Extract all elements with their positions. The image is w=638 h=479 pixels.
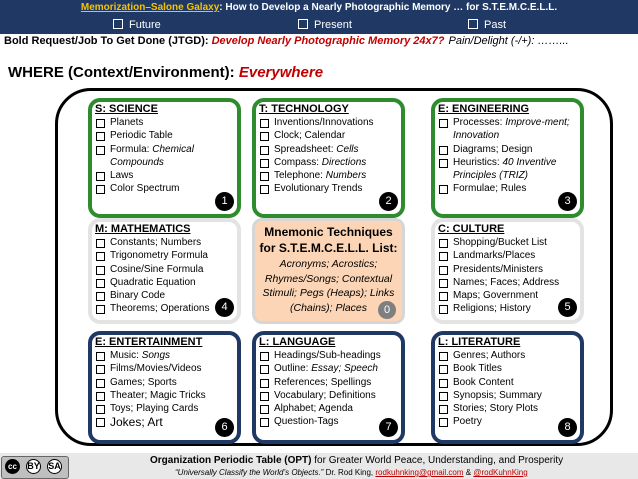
list-item: Telephone: Numbers bbox=[259, 169, 398, 182]
cell-number-badge: 8 bbox=[558, 418, 577, 437]
cell-language bbox=[252, 331, 405, 444]
list-item: Films/Movies/Videos bbox=[95, 362, 234, 375]
center-title: Mnemonic Techniques for S.T.E.M.C.E.L.L. List: bbox=[259, 225, 398, 255]
checkbox-icon bbox=[468, 19, 478, 29]
list-item: Headings/Sub-headings bbox=[259, 349, 398, 362]
list-item: Heuristics: 40 Inventive Principles (TRIZ) bbox=[438, 156, 577, 183]
list-item: Outline: Essay; Speech bbox=[259, 362, 398, 375]
list-item: Jokes; Art bbox=[95, 415, 234, 429]
where-line: WHERE (Context/Environment): Everywhere bbox=[8, 64, 324, 81]
cell-heading: L: LANGUAGE bbox=[259, 336, 336, 348]
center-body: Acronyms; Acrostics; Rhymes/Songs; Contextual Stimuli; Pegs (Heaps); Links (Chains); Places bbox=[262, 258, 395, 314]
cell-list bbox=[95, 236, 234, 316]
footer-org-line: Organization Periodic Table (OPT) for Greater World Peace, Understanding, and Prosperity bbox=[150, 455, 564, 466]
cell-number-badge: 5 bbox=[558, 298, 577, 317]
cell-list bbox=[259, 116, 398, 196]
list-item: Alphabet; Agenda bbox=[259, 402, 398, 415]
list-item: Theater; Magic Tricks bbox=[95, 389, 234, 402]
list-item: Games; Sports bbox=[95, 376, 234, 389]
cell-heading: L: LITERATURE bbox=[438, 336, 521, 348]
list-item: Shopping/Bucket List bbox=[438, 236, 577, 249]
option-future[interactable]: Future bbox=[113, 19, 161, 31]
list-item: Theorems; Operations bbox=[95, 302, 234, 315]
cell-list bbox=[259, 349, 398, 429]
list-item: Formula: Chemical Compounds bbox=[95, 143, 234, 170]
list-item: Color Spectrum bbox=[95, 182, 234, 195]
cell-number-badge: 0 bbox=[378, 301, 396, 319]
list-item: Names; Faces; Address bbox=[438, 276, 577, 289]
email-link[interactable]: rodkuhnking@gmail.com bbox=[375, 468, 464, 477]
option-past[interactable]: Past bbox=[468, 19, 506, 31]
list-item: Quadratic Equation bbox=[95, 276, 234, 289]
share-alike-icon: SA bbox=[47, 459, 62, 474]
cell-number-badge: 2 bbox=[379, 192, 398, 211]
cc-icon: cc bbox=[5, 459, 20, 474]
cell-heading: S: SCIENCE bbox=[95, 103, 158, 115]
cell-literature bbox=[431, 331, 584, 444]
cell-mathematics bbox=[88, 218, 241, 324]
cell-technology bbox=[252, 98, 405, 218]
mnemonic-techniques-center bbox=[252, 218, 405, 324]
title-rest: : How to Develop a Nearly Photographic Memory … for S.T.E.M.C.E.L.L. bbox=[219, 2, 558, 13]
page-title bbox=[0, 2, 638, 13]
cell-number-badge: 6 bbox=[215, 418, 234, 437]
list-item: References; Spellings bbox=[259, 376, 398, 389]
cell-list bbox=[95, 116, 234, 196]
list-item: Genres; Authors bbox=[438, 349, 577, 362]
cell-heading: M: MATHEMATICS bbox=[95, 223, 191, 235]
list-item: Book Titles bbox=[438, 362, 577, 375]
list-item: Clock; Calendar bbox=[259, 129, 398, 142]
cell-number-badge: 3 bbox=[558, 192, 577, 211]
list-item: Processes: Improve-ment; Innovation bbox=[438, 116, 577, 143]
list-item: Inventions/Innovations bbox=[259, 116, 398, 129]
title-link[interactable]: Memorization–Salone Galaxy bbox=[80, 2, 220, 13]
cell-heading: T: TECHNOLOGY bbox=[259, 103, 349, 115]
list-item: Presidents/Ministers bbox=[438, 263, 577, 276]
option-present[interactable]: Present bbox=[298, 19, 352, 31]
list-item: Diagrams; Design bbox=[438, 143, 577, 156]
cell-list bbox=[438, 116, 577, 196]
list-item: Cosine/Sine Formula bbox=[95, 263, 234, 276]
cell-number-badge: 4 bbox=[215, 298, 234, 317]
cell-science bbox=[88, 98, 241, 218]
list-item: Compass: Directions bbox=[259, 156, 398, 169]
list-item: Toys; Playing Cards bbox=[95, 402, 234, 415]
cell-list bbox=[438, 236, 577, 316]
list-item: Book Content bbox=[438, 376, 577, 389]
list-item: Vocabulary; Definitions bbox=[259, 389, 398, 402]
footer-bar bbox=[0, 453, 638, 479]
list-item: Periodic Table bbox=[95, 129, 234, 142]
cell-heading: E: ENGINEERING bbox=[438, 103, 530, 115]
twitter-handle-link[interactable]: @rodKuhnKing bbox=[473, 468, 528, 477]
checkbox-icon bbox=[113, 19, 123, 29]
list-item: Evolutionary Trends bbox=[259, 182, 398, 195]
cell-list bbox=[95, 349, 234, 429]
creative-commons-badge[interactable] bbox=[1, 456, 69, 479]
list-item: Stories; Story Plots bbox=[438, 402, 577, 415]
list-item: Formulae; Rules bbox=[438, 182, 577, 195]
list-item: Planets bbox=[95, 116, 234, 129]
list-item: Constants; Numbers bbox=[95, 236, 234, 249]
list-item: Question-Tags bbox=[259, 415, 398, 428]
list-item: Laws bbox=[95, 169, 234, 182]
cell-list bbox=[438, 349, 577, 429]
footer-credit-line: “Universally Classify the World’s Objects.” Dr. Rod King, rodkuhnking@gmail.com & @rodKuhnKing bbox=[175, 468, 528, 477]
attribution-icon: BY bbox=[26, 459, 41, 474]
checkbox-icon bbox=[298, 19, 308, 29]
list-item: Synopsis; Summary bbox=[438, 389, 577, 402]
list-item: Binary Code bbox=[95, 289, 234, 302]
list-item: Poetry bbox=[438, 415, 577, 428]
cell-entertainment bbox=[88, 331, 241, 444]
jtgd-line: Bold Request/Job To Get Done (JTGD): Develop Nearly Photographic Memory 24x7? Pain/Delight (-/+): ……... bbox=[4, 35, 569, 47]
cell-number-badge: 1 bbox=[215, 192, 234, 211]
header-bar bbox=[0, 0, 638, 34]
list-item: Landmarks/Places bbox=[438, 249, 577, 262]
list-item: Trigonometry Formula bbox=[95, 249, 234, 262]
cell-engineering bbox=[431, 98, 584, 218]
cell-heading: C: CULTURE bbox=[438, 223, 505, 235]
cell-number-badge: 7 bbox=[379, 418, 398, 437]
list-item: Music: Songs bbox=[95, 349, 234, 362]
list-item: Religions; History bbox=[438, 302, 577, 315]
list-item: Maps; Government bbox=[438, 289, 577, 302]
cell-culture bbox=[431, 218, 584, 324]
cell-heading: E: ENTERTAINMENT bbox=[95, 336, 203, 348]
list-item: Spreadsheet: Cells bbox=[259, 143, 398, 156]
